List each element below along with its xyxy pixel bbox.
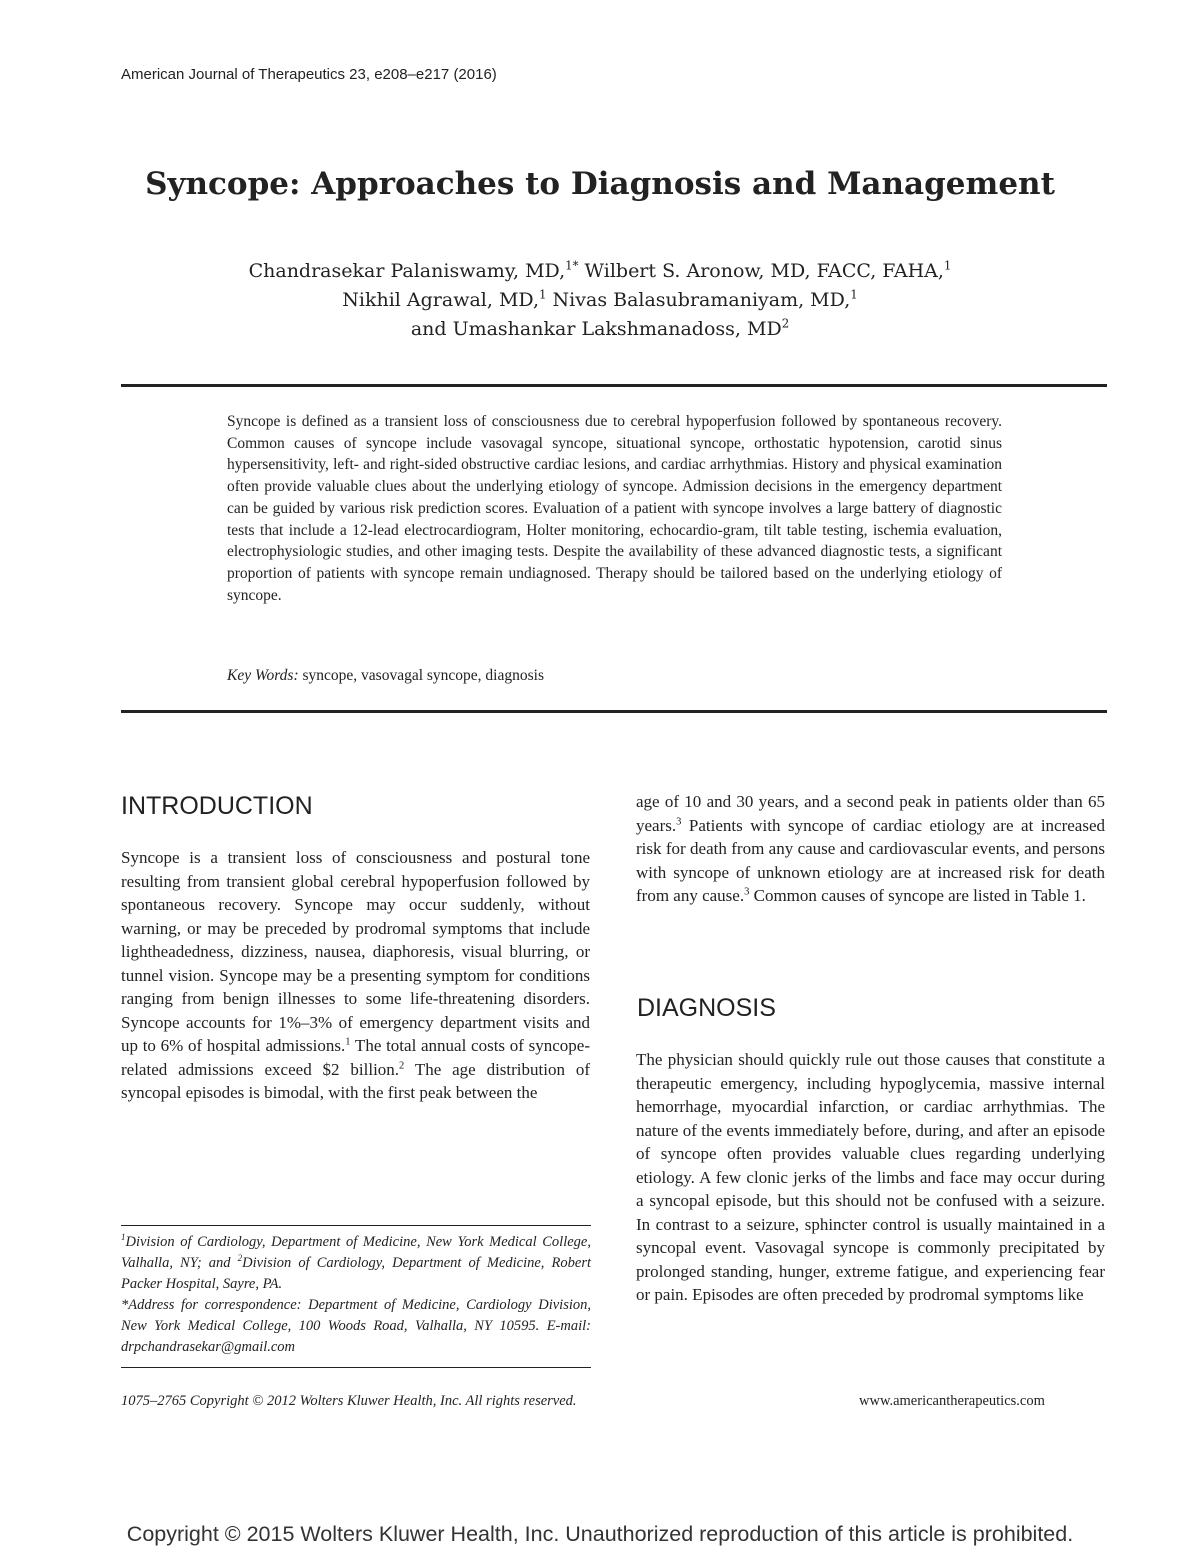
- abstract-top-rule: [121, 384, 1107, 387]
- intro-text: Patients with syncope of cardiac etiology are at increased risk for death from any cause and cardiovascular events, and persons with syncope of unknown etiology are at increased risk for death from any cause.: [636, 815, 1105, 905]
- keywords-label: Key Words:: [227, 667, 299, 684]
- author-aronow: Wilbert S. Aronow, MD, FACC, FAHA,: [578, 260, 944, 282]
- journal-citation: American Journal of Therapeutics 23, e208–e217 (2016): [121, 66, 497, 83]
- diagnosis-heading: DIAGNOSIS: [637, 994, 776, 1022]
- introduction-heading: INTRODUCTION: [121, 792, 313, 820]
- intro-text: Common causes of syncope are listed in Table 1.: [749, 886, 1086, 905]
- author-lakshmanadoss: and Umashankar Lakshmanadoss, MD: [410, 318, 782, 340]
- affiliation-marker: 1: [943, 258, 952, 273]
- article-title: Syncope: Approaches to Diagnosis and Management: [145, 166, 1055, 202]
- affiliation-footnote: [121, 1232, 591, 1295]
- intro-text: Syncope is a transient loss of consciousness and postural tone resulting from transient global cerebral hypoperfusion followed by spontaneous recovery. Syncope may occur suddenly, without warning, or may be preceded by prodromal symptoms that include lightheadedness, dizziness, nausea, diaphoresis, visual blurring, or tunnel vision. Syncope may be a presenting symptom for conditions ranging from benign illnesses to some life-threatening disorders. Syncope accounts for 1%–3% of emergency department visits and up to 6% of hospital admissions.: [121, 848, 590, 1055]
- citation-marker: 3: [676, 815, 682, 827]
- affiliation-marker: 2: [237, 1253, 243, 1264]
- affiliation-marker: 1*: [565, 258, 579, 273]
- author-palaniswamy: Chandrasekar Palaniswamy, MD,: [248, 260, 566, 282]
- keywords-text: syncope, vasovagal syncope, diagnosis: [298, 667, 544, 684]
- author-line-3: [0, 315, 1200, 344]
- author-balasubramaniyam: Nivas Balasubramaniyam, MD,: [546, 289, 851, 311]
- affiliation-marker: 1: [539, 287, 547, 302]
- author-list: [0, 257, 1200, 344]
- copyright-line: 1075–2765 Copyright © 2012 Wolters Kluwer Health, Inc. All rights reserved.: [121, 1393, 577, 1409]
- intro-text: The total annual costs of syncope-related admissions exceed $2 billion.: [121, 1036, 590, 1079]
- affiliation-marker: 1: [850, 287, 858, 302]
- intro-text: The age distribution of syncopal episodes is bimodal, with the first peak between the: [121, 1059, 590, 1102]
- author-agrawal: Nikhil Agrawal, MD,: [342, 289, 540, 311]
- reproduction-notice: Copyright © 2015 Wolters Kluwer Health, Inc. Unauthorized reproduction of this article is prohibited.: [126, 1522, 1074, 1546]
- abstract: Syncope is defined as a transient loss of consciousness due to cerebral hypoperfusion followed by spontaneous recovery. Common causes of syncope include vasovagal syncope, situational syncope, orthostatic hypotension, carotid sinus hypersensitivity, left- and right-sided obstructive cardiac lesions, and cardiac arrhythmias. History and physical examination often provide valuable clues about the underlying etiology of syncope. Admission decisions in the emergency department can be guided by various risk prediction scores. Evaluation of a patient with syncope involves a large battery of diagnostic tests that include a 12-lead electrocardiogram, Holter monitoring, echocardio-gram, tilt table testing, ischemia evaluation, electrophysiologic studies, and other imaging tests. Despite the availability of these advanced diagnostic tests, a significant proportion of patients with syncope remain undiagnosed. Therapy should be tailored based on the underlying etiology of syncope.: [227, 413, 1002, 604]
- introduction-paragraph: [121, 846, 590, 1105]
- citation-marker: 2: [399, 1059, 405, 1071]
- affiliation-text: Division of Cardiology, Department of Medicine, New York Medical College, Valhalla, NY; and: [121, 1234, 591, 1271]
- citation-marker: 3: [744, 886, 750, 898]
- keywords: [227, 667, 544, 685]
- diagnosis-paragraph: The physician should quickly rule out those causes that constitute a therapeutic emergency, including hypoglycemia, massive internal hemorrhage, myocardial infarction, or cardiac arrhythmias. The nature of the events immediately before, during, and after an episode of syncope often provides valuable clues regarding underlying etiology. A few clonic jerks of the limbs and face may occur during a syncopal episode, but this should not be confused with a seizure. In contrast to a seizure, sphincter control is usually maintained in a syncopal event. Vasovagal syncope is commonly precipitated by prolonged standing, hunger, extreme fatigue, and experiencing fear or pain. Episodes are often preceded by prodromal symptoms like: [636, 1050, 1105, 1304]
- intro-text: age of 10 and 30 years, and a second peak in patients older than 65 years.: [636, 792, 1105, 835]
- citation-marker: 1: [345, 1036, 351, 1048]
- correspondence-footnote: *Address for correspondence: Department of Medicine, Cardiology Division, New York Medical College, 100 Woods Road, Valhalla, NY 10595. E-mail: drpchandrasekar@gmail.com: [121, 1297, 591, 1355]
- footnote-bottom-rule: [121, 1367, 591, 1368]
- affiliation-marker: 2: [781, 316, 790, 331]
- journal-website-link[interactable]: www.americantherapeutics.com: [859, 1393, 1045, 1409]
- footnotes: [121, 1232, 591, 1358]
- author-line-2: [0, 286, 1200, 315]
- introduction-paragraph-continued: [636, 790, 1105, 908]
- affiliation-text: Division of Cardiology, Department of Medicine, Robert Packer Hospital, Sayre, PA.: [121, 1255, 591, 1292]
- abstract-bottom-rule: [121, 710, 1107, 713]
- footnote-rule: [121, 1225, 591, 1226]
- author-line-1: [0, 257, 1200, 286]
- affiliation-marker: 1: [121, 1232, 126, 1243]
